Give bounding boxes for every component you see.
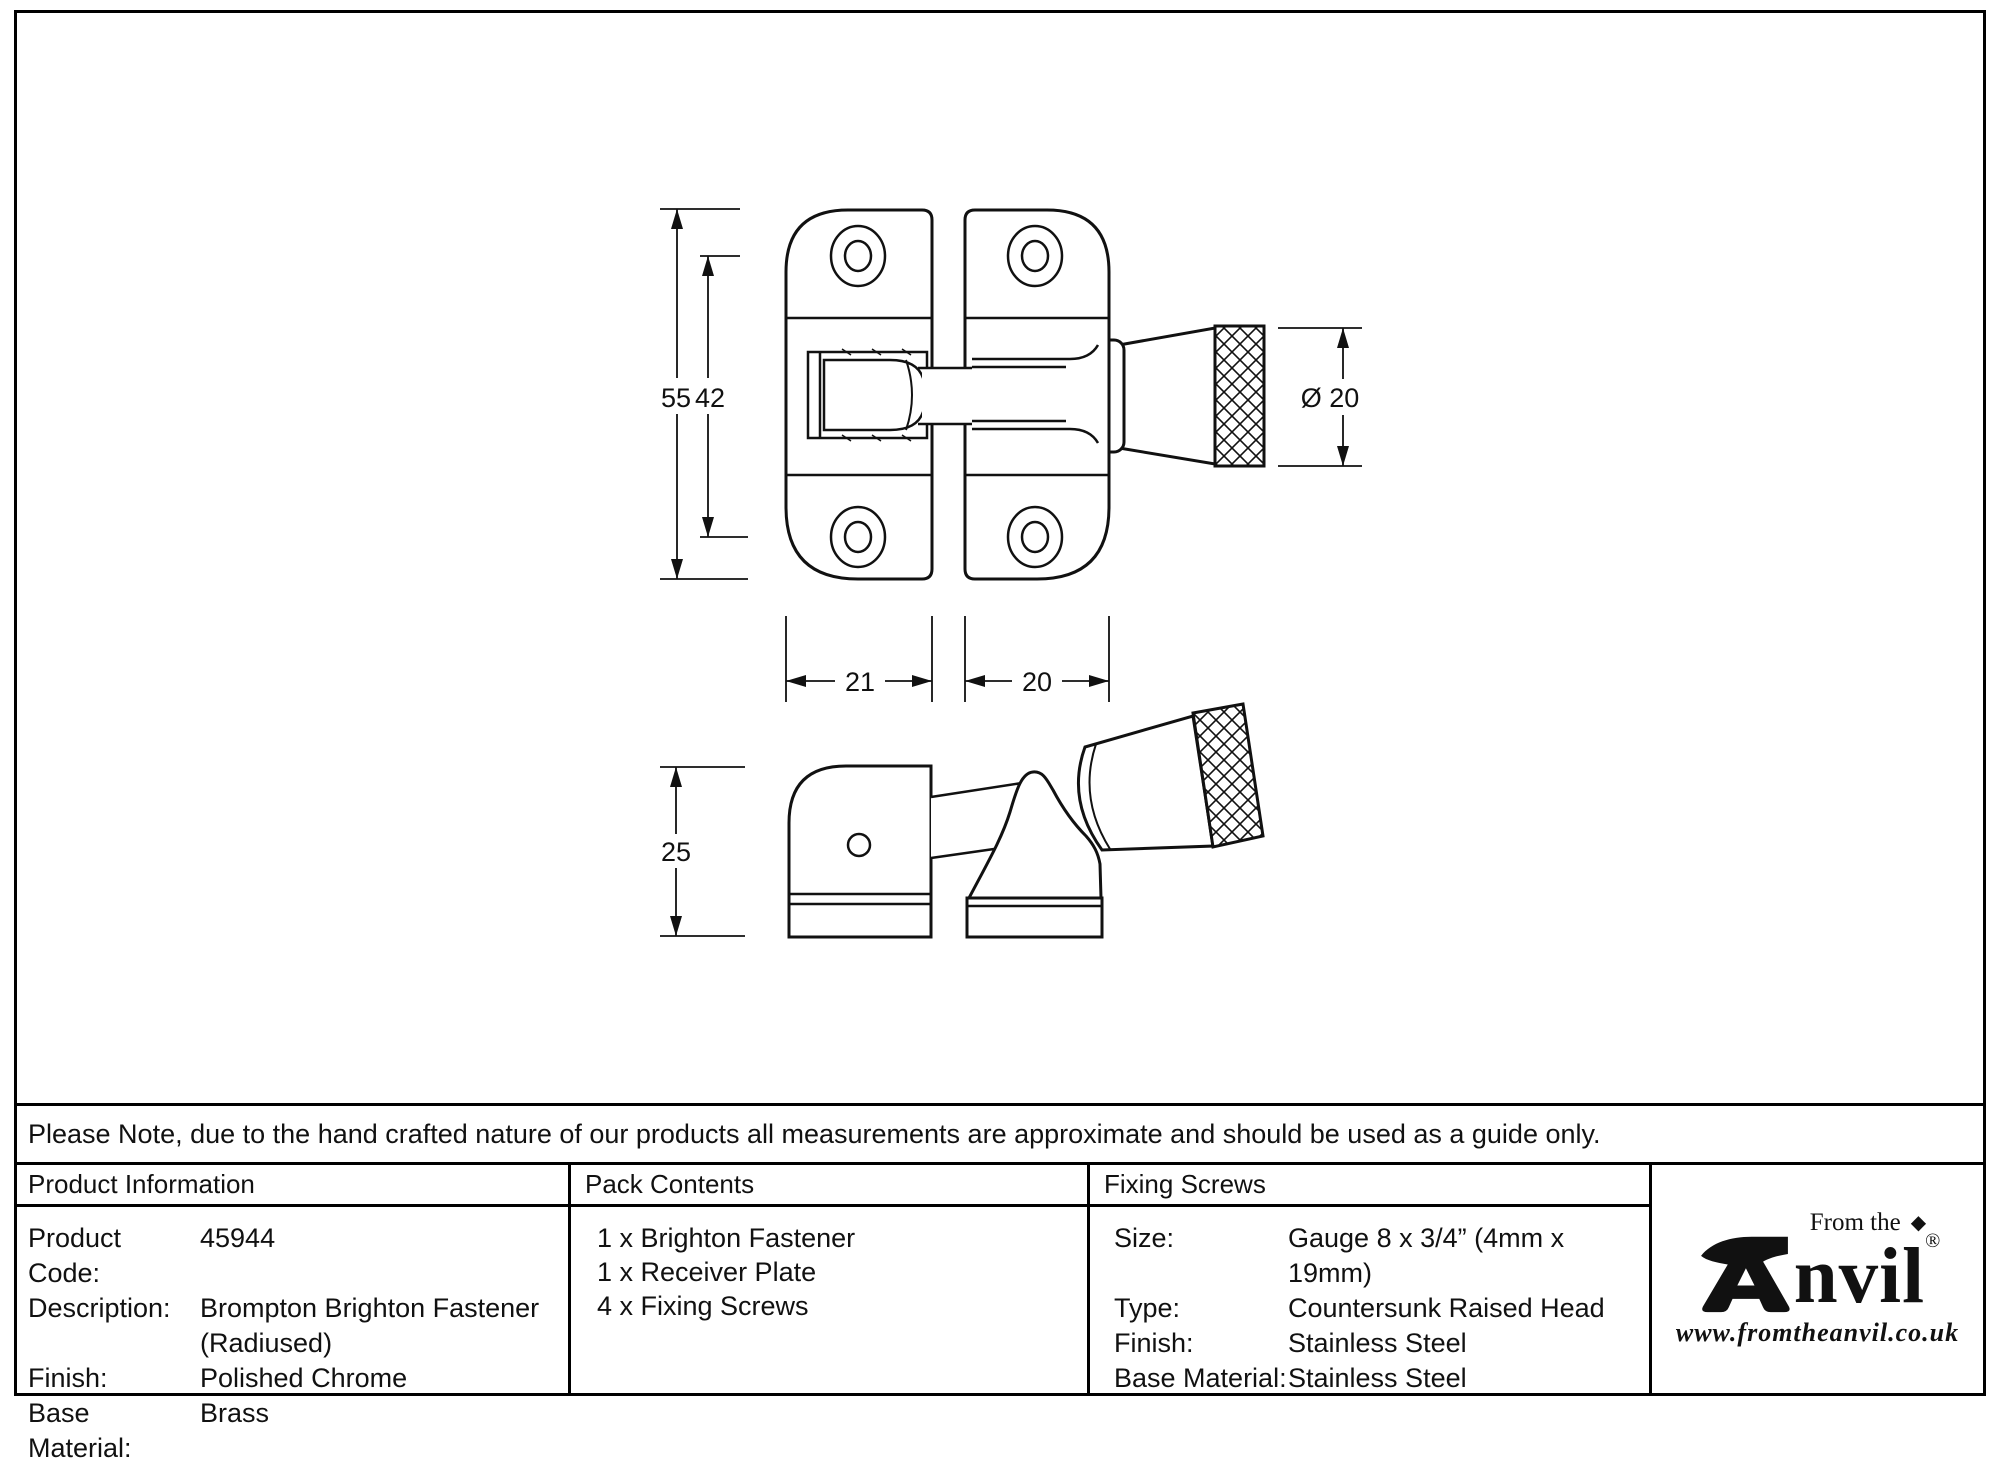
fixing-screws-header — [1090, 1165, 1649, 1207]
pack-contents-header — [571, 1165, 1087, 1207]
row-value: Stainless Steel — [1288, 1363, 1467, 1393]
pack-contents-body — [571, 1207, 1087, 1323]
measurement-note-text: Please Note, due to the hand crafted nature of our products all measurements are approximate and should be used as a guide only. — [28, 1118, 1601, 1149]
row-label: Base Material: — [28, 1398, 132, 1463]
dim-21-label: 21 — [844, 667, 876, 697]
dim-55-label: 55 — [660, 383, 692, 413]
product-information-title: Product Information — [28, 1169, 255, 1199]
row-label: Size: — [1114, 1223, 1175, 1253]
table-row — [1090, 1361, 1649, 1396]
logo-website-url: www.fromtheanvil.co.uk — [1675, 1318, 1960, 1347]
list-item: 4 x Fixing Screws — [597, 1291, 809, 1321]
logo-tagline-text: From the — [1809, 1209, 1901, 1236]
spec-table — [14, 1165, 1986, 1463]
table-row — [14, 1291, 568, 1326]
logo-brand-text: nvil — [1793, 1233, 1926, 1320]
table-row — [1090, 1291, 1649, 1326]
row-label: Product Code: — [28, 1223, 122, 1288]
from-the-anvil-logo — [1676, 1210, 1959, 1348]
list-item: 1 x Brighton Fastener — [597, 1223, 856, 1253]
registered-trademark-icon: ® — [1925, 1230, 1942, 1252]
diamond-icon: ◆ — [1910, 1211, 1927, 1234]
table-row — [1090, 1326, 1649, 1361]
table-row — [14, 1396, 568, 1466]
dim-42-label: 42 — [694, 383, 726, 413]
row-value: Stainless Steel — [1288, 1328, 1467, 1358]
row-label: Base Material: — [1114, 1363, 1287, 1393]
dim-25-label: 25 — [660, 837, 692, 867]
pack-contents-title: Pack Contents — [585, 1169, 755, 1199]
row-label — [28, 1326, 200, 1361]
dim-dia20-label: Ø 20 — [1300, 383, 1360, 413]
table-row — [14, 1361, 568, 1396]
row-label: Description: — [28, 1293, 171, 1323]
product-information-column — [14, 1165, 568, 1463]
table-row — [14, 1326, 568, 1361]
fixing-screws-title: Fixing Screws — [1104, 1169, 1266, 1199]
dim-20-label: 20 — [1021, 667, 1053, 697]
row-value: Brompton Brighton Fastener — [200, 1293, 540, 1323]
row-value: Polished Chrome — [200, 1363, 408, 1393]
row-label: Finish: — [1114, 1328, 1194, 1358]
product-information-body — [14, 1207, 568, 1466]
fixing-screws-body — [1090, 1207, 1649, 1396]
row-value: Countersunk Raised Head — [1288, 1293, 1605, 1323]
fixing-screws-column — [1087, 1165, 1649, 1393]
list-item: 1 x Receiver Plate — [597, 1257, 817, 1287]
row-value: 45944 — [200, 1223, 276, 1253]
row-label: Type: — [1114, 1293, 1181, 1323]
table-row — [14, 1221, 568, 1291]
row-value: Brass — [200, 1398, 270, 1428]
table-row — [1090, 1221, 1649, 1291]
pack-contents-column — [568, 1165, 1087, 1393]
product-information-header — [14, 1165, 568, 1207]
row-value: (Radiused) — [200, 1328, 333, 1358]
brand-logo-cell — [1649, 1165, 1983, 1393]
anvil-a-icon — [1694, 1232, 1794, 1316]
row-value: Gauge 8 x 3/4” (4mm x 19mm) — [1288, 1223, 1565, 1288]
row-label: Finish: — [28, 1363, 108, 1393]
measurement-note-band — [14, 1103, 1986, 1165]
